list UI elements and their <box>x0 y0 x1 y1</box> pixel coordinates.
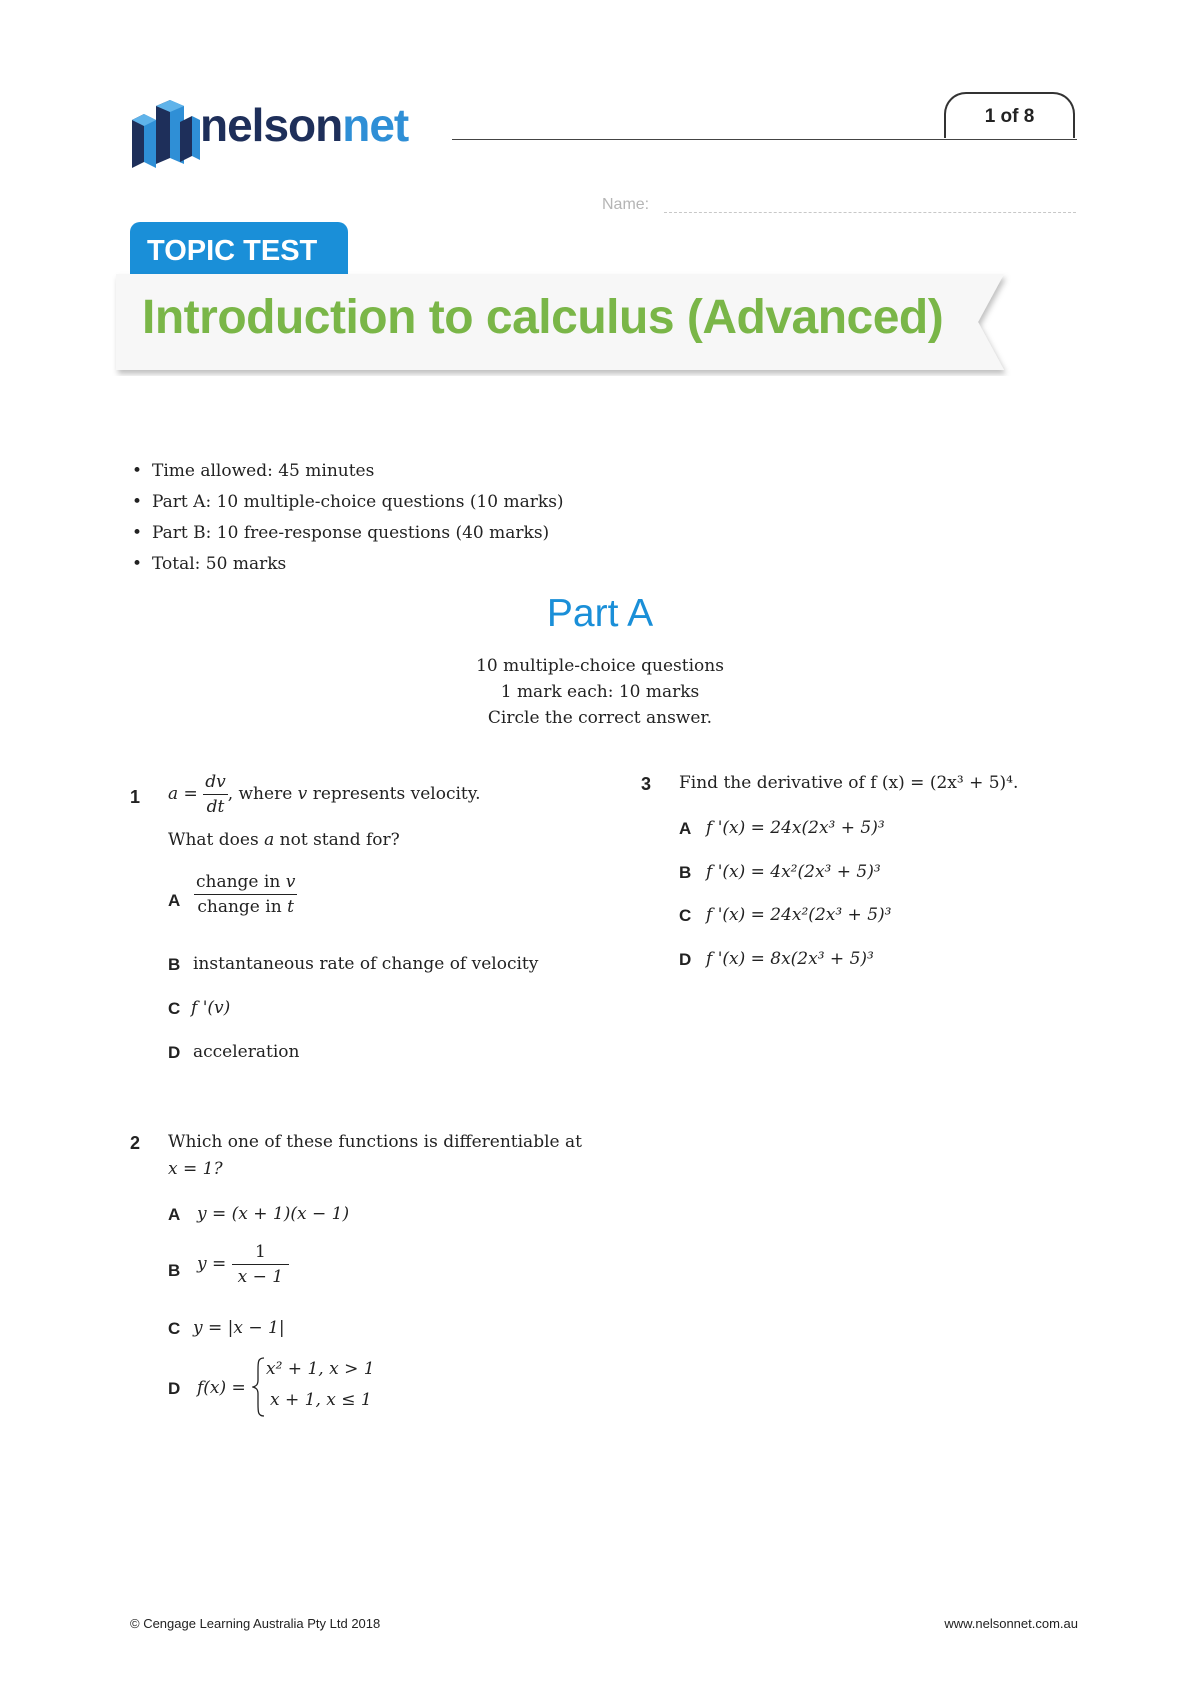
question-2-number: 2 <box>130 1133 141 1153</box>
q3-option-d-letter[interactable]: D <box>679 950 692 969</box>
q1-option-a-letter[interactable]: A <box>168 891 181 910</box>
q2-option-c-letter[interactable]: C <box>168 1319 181 1338</box>
q3-option-b[interactable]: f '(x) = 4x²(2x³ + 5)³ <box>706 862 881 882</box>
list-item: • Part A: 10 multiple-choice questions (10 marks) <box>132 487 564 518</box>
q1-derivative-fraction <box>203 772 228 817</box>
test-info-list <box>132 456 564 580</box>
q1-option-a-den <box>194 894 297 917</box>
q2-option-d-case2: x + 1, x ≤ 1 <box>270 1390 372 1410</box>
question-2-text-line1: Which one of these functions is differentiable at <box>168 1132 582 1152</box>
question-3-number: 3 <box>641 774 652 794</box>
q3-option-a-letter[interactable]: A <box>679 819 692 838</box>
q2-option-b-letter[interactable]: B <box>168 1261 181 1280</box>
part-a-line: 10 multiple-choice questions <box>476 656 724 676</box>
part-a-line: 1 mark each: 10 marks <box>500 682 700 702</box>
q2-option-d-case1: x² + 1, x > 1 <box>266 1359 375 1379</box>
question-2-text-line2: x = 1? <box>168 1159 223 1179</box>
q1-option-b-letter[interactable]: B <box>168 955 181 974</box>
header-rule <box>452 139 1077 140</box>
q1-option-c-letter[interactable]: C <box>168 999 181 1018</box>
q3-option-a[interactable]: f '(x) = 24x(2x³ + 5)³ <box>706 818 885 838</box>
q2-option-b-lhs: y = <box>197 1254 227 1274</box>
q1-prompt-part: What does <box>168 830 259 850</box>
name-label: Name: <box>602 196 650 213</box>
q1-after2: represents velocity. <box>312 784 481 804</box>
list-item: • Part B: 10 free-response questions (40 marks) <box>132 518 564 549</box>
q2-option-b-num: 1 <box>254 1242 266 1262</box>
q1-option-a-num-text: change in <box>196 872 281 892</box>
q2-option-b-fraction <box>232 1242 289 1287</box>
q3-option-b-letter[interactable]: B <box>679 863 692 882</box>
footer-website-link[interactable]: www.nelsonnet.com.au <box>944 1616 1078 1631</box>
q1-option-a-num <box>194 872 297 894</box>
q1-option-a-num-var: v <box>285 872 296 892</box>
brand-nelson: nelson <box>200 99 343 151</box>
q3-option-c[interactable]: f '(x) = 24x²(2x³ + 5)³ <box>706 905 892 925</box>
list-item: • Total: 50 marks <box>132 549 564 580</box>
question-3-text: Find the derivative of f (x) = (2x³ + 5)⁴. <box>679 773 1019 793</box>
q1-frac-den: dt <box>203 794 228 817</box>
q2-option-d-lhs[interactable]: f(x) = <box>197 1378 246 1398</box>
q3-option-c-letter[interactable]: C <box>679 906 692 925</box>
q1-option-d[interactable]: acceleration <box>193 1042 300 1062</box>
q1-option-a-den-var: t <box>287 897 294 917</box>
q1-eq: = <box>183 784 198 804</box>
q1-option-b[interactable]: instantaneous rate of change of velocity <box>193 954 539 974</box>
question-1-stem <box>168 772 481 817</box>
q2-option-a-letter[interactable]: A <box>168 1205 181 1224</box>
page-indicator: 1 of 8 <box>944 92 1075 138</box>
question-1-prompt <box>168 830 400 850</box>
part-a-heading: Part A <box>546 592 654 635</box>
q1-option-a-den-text: change in <box>197 897 282 917</box>
q1-var: v <box>297 784 308 804</box>
q2-option-b[interactable] <box>197 1242 289 1287</box>
q1-lhs: a <box>168 784 179 804</box>
list-item: • Time allowed: 45 minutes <box>132 456 564 487</box>
name-field-line[interactable] <box>664 212 1076 213</box>
q1-option-c[interactable]: f '(v) <box>191 998 231 1018</box>
q1-after: , where <box>227 784 293 804</box>
q1-prompt-var: a <box>264 830 275 850</box>
q2-option-b-den: x − 1 <box>232 1264 289 1287</box>
q1-prompt-part: not stand for? <box>279 830 400 850</box>
part-a-line: Circle the correct answer. <box>487 708 713 728</box>
brand-wordmark <box>200 98 408 152</box>
q1-option-a-fraction <box>194 872 297 917</box>
q2-option-c[interactable]: y = |x − 1| <box>193 1318 285 1338</box>
piecewise-brace-icon <box>252 1356 266 1418</box>
document-title: Introduction to calculus (Advanced) <box>142 291 944 344</box>
q1-option-d-letter[interactable]: D <box>168 1043 181 1062</box>
question-1-number: 1 <box>130 787 141 807</box>
footer-copyright: © Cengage Learning Australia Pty Ltd 2018 <box>130 1616 381 1631</box>
brand-net: net <box>342 99 409 151</box>
q2-option-a[interactable]: y = (x + 1)(x − 1) <box>197 1204 350 1224</box>
topic-test-badge: TOPIC TEST <box>130 222 348 280</box>
q3-option-d[interactable]: f '(x) = 8x(2x³ + 5)³ <box>706 949 874 969</box>
q1-option-a[interactable] <box>194 872 297 917</box>
q2-option-d-letter[interactable]: D <box>168 1379 181 1398</box>
q1-frac-num: dv <box>205 772 226 792</box>
